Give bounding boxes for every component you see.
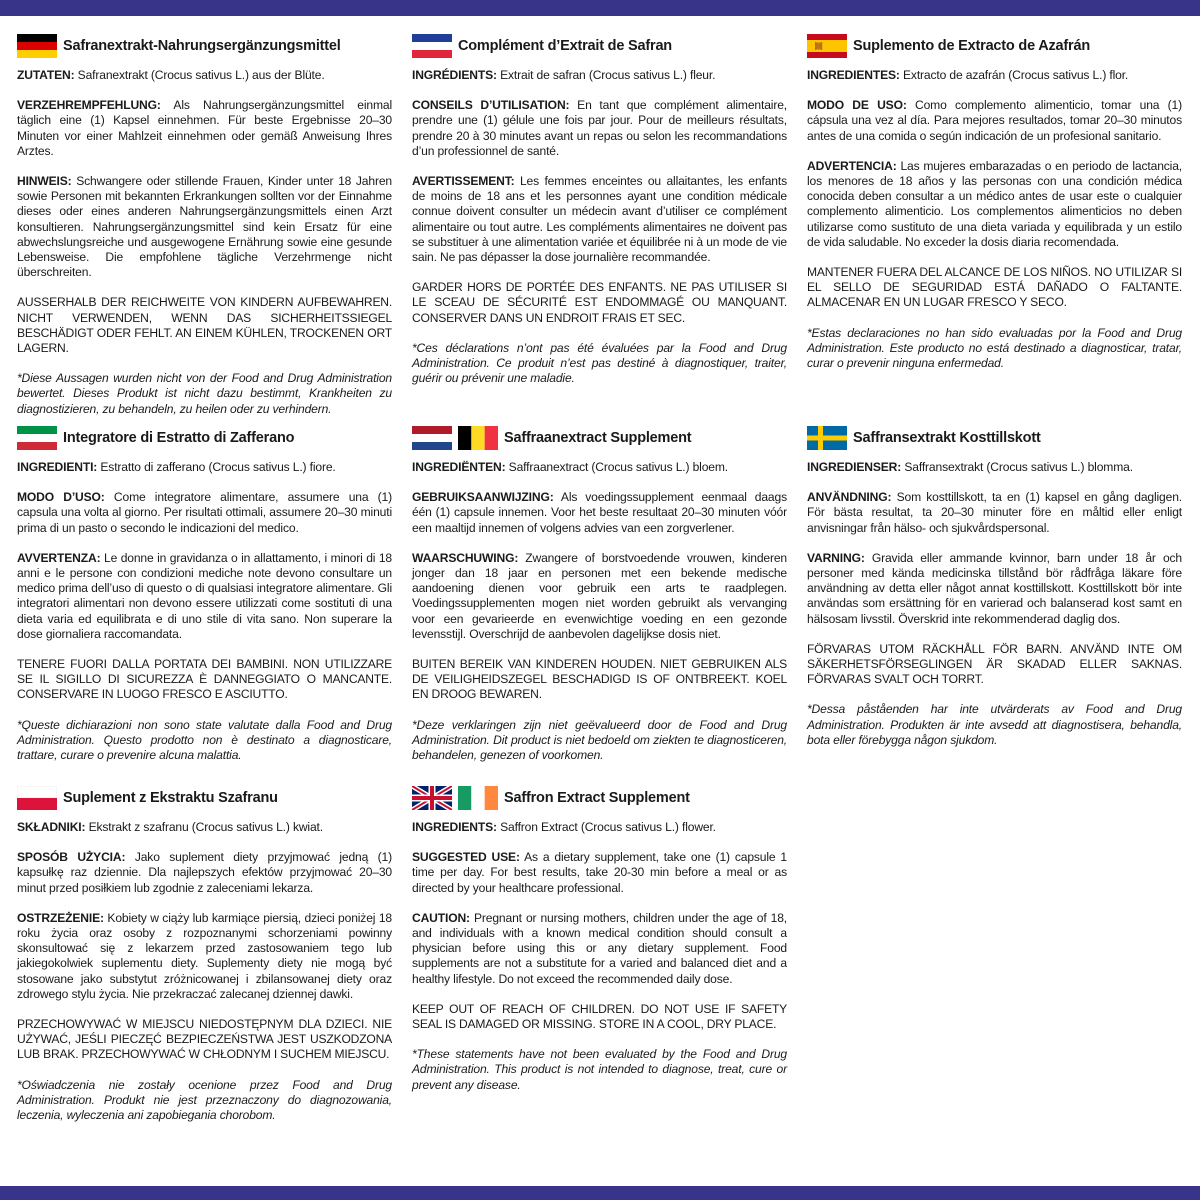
usage-label: CONSEILS D’UTILISATION: xyxy=(412,98,570,113)
ingredients-text xyxy=(807,68,1182,83)
section-title: Suplemento de Extracto de Azafrán xyxy=(853,38,1090,54)
ingredients-text xyxy=(17,820,392,835)
label-grid xyxy=(17,34,1183,1138)
disclaimer-text: *These statements have not been evaluated by the Food and Drug Administration. This product is not intended to diagnose, treat, cure or prevent any disease. xyxy=(412,1047,787,1092)
usage-value: Als Nahrungsergänzungsmittel einmal täglich eine (1) Kapsel einnehmen. Für beste Ergebnisse 20–30 Minuten vor einer Mahlzeit einnehmen oder gemäß Anweisung Ihres Arztes. xyxy=(17,98,392,158)
disclaimer-text: *Queste dichiarazioni non sono state valutate dalla Food and Drug Administration. Questo prodotto non è destinato a diagnosticare, trattare, curare o prevenire alcuna malattia. xyxy=(17,717,392,763)
france-flag-icon xyxy=(412,34,452,58)
warning-text xyxy=(17,174,392,280)
section-heading xyxy=(412,786,787,810)
usage-text xyxy=(807,98,1182,144)
storage-text: MANTENER FUERA DEL ALCANCE DE LOS NIÑOS. NO UTILIZAR SI EL SELLO DE SEGURIDAD ESTÁ DAÑADO O FALTANTE. ALMACENAR EN UN LUGAR FRESCO Y SECO. xyxy=(807,265,1182,310)
warning-text xyxy=(412,174,787,265)
warning-text xyxy=(17,911,392,1002)
disclaimer-text: *Estas declaraciones no han sido evaluadas por la Food and Drug Administration. Este producto no está destinado a diagnosticar, tratar, curar o prevenir ninguna enfermedad. xyxy=(807,325,1182,371)
united-kingdom-flag-icon xyxy=(412,786,452,810)
warning-text xyxy=(807,551,1182,627)
usage-text xyxy=(412,490,787,536)
usage-value: Als voedingssupplement eenmaal daags één (1) capsule innemen. Voor het beste resultaat 20–30 minuten vóór een maaltijd innemen of volgens advies van een zorgverlener. xyxy=(412,490,787,535)
usage-value: As a dietary supplement, take one (1) capsule 1 time per day. For best results, take 20-30 min before a meal or as directed by your healthcare professional. xyxy=(412,850,788,895)
ingredients-text xyxy=(17,68,392,83)
section-heading xyxy=(17,426,392,450)
warning-value: Le donne in gravidanza o in allattamento, i minori di 18 anni e le persone con condizioni mediche note devono consultare un medico prima dell’uso di questo o di qualsiasi integratore alimentare. Gli integratori alimentari non devono essere utilizzati come sostituti di una dieta varia ed equilibrata e di uno stile di vita sano. Non superare la dose giornaliera raccomandata. xyxy=(17,550,392,641)
ingredients-value: Extrait de safran (Crocus sativus L.) fleur. xyxy=(496,68,716,82)
usage-value: Som kosttillskott, ta en (1) kapsel en gång dagligen. För bästa resultat, ta 20–30 minuter före en måltid eller enligt anvisningar från hälso- och sjukvårdspersonal. xyxy=(807,490,1182,535)
ingredients-label: INGRÉDIENTS: xyxy=(412,68,497,82)
usage-label: MODO DE USO: xyxy=(807,98,907,113)
warning-label: WAARSCHUWING: xyxy=(412,550,519,565)
column-2 xyxy=(412,34,787,1138)
warning-text xyxy=(807,159,1182,250)
italy-flag-icon xyxy=(17,426,57,450)
usage-value: En tant que complément alimentaire, prendre une (1) gélule une fois par jour. Pour de meilleurs résultats, prendre 20 à 30 minutes avant un repas ou selon les recommandations d’un professionnel de santé. xyxy=(412,98,787,158)
usage-value: Come integratore alimentare, assumere una (1) capsula una volta al giorno. Per risultati ottimali, assumere 20–30 minuti prima di un pasto o secondo le indicazioni del medico. xyxy=(17,490,392,535)
usage-label: ANVÄNDNING: xyxy=(807,490,892,505)
belgium-flag-icon xyxy=(458,426,498,450)
section-title: Complément d’Extrait de Safran xyxy=(458,38,672,54)
ingredients-text xyxy=(412,820,787,835)
sweden-flag-icon xyxy=(807,426,847,450)
warning-value: Las mujeres embarazadas o en periodo de lactancia, los menores de 18 años y las personas con una condición médica conocida deben consultar a un médico antes de usar este o cualquier complemento alimenticio. Los complementos alimenticios no deben utilizarse como sustituto de una dieta variada y equilibrada y un estilo de vida saludable. No exceder la dosis diaria recomendada. xyxy=(807,158,1182,249)
section-title: Suplement z Ekstraktu Szafranu xyxy=(63,790,278,806)
warning-value: Kobiety w ciąży lub karmiące piersią, dzieci poniżej 18 roku życia oraz osoby z rozpoznanymi schorzeniami powinny skonsultować się z lekarzem przed zastosowaniem tego lub jakiegokolwiek suplementu diety. Suplementy diety nie mogą być stosowane jako substytut zróżnicowanej i zbilansowanej diety oraz zdrowego stylu życia. Nie przekraczać zalecanej dziennej dawki. xyxy=(17,910,392,1001)
column-1 xyxy=(17,34,392,1138)
ingredients-label: INGREDIENSER: xyxy=(807,460,902,474)
disclaimer-text: *Deze verklaringen zijn niet geëvalueerd door de Food and Drug Administration. Dit product is niet bedoeld om ziekten te diagnosticeren, behandelen, genezen of voorkomen. xyxy=(412,717,787,763)
ingredients-text xyxy=(807,460,1182,475)
section-swedish xyxy=(807,426,1182,763)
section-heading xyxy=(17,34,392,58)
disclaimer-text: *Dessa påståenden har inte utvärderats av Food and Drug Administration. Produkten är inte avsedd att diagnostisera, behandla, bota eller förebygga någon sjukdom. xyxy=(807,702,1182,747)
ingredients-value: Estratto di zafferano (Crocus sativus L.) fiore. xyxy=(97,460,336,474)
ingredients-label: SKŁADNIKI: xyxy=(17,820,86,834)
ingredients-text xyxy=(17,460,392,475)
warning-value: Gravida eller ammande kvinnor, barn under 18 år och personer med kända medicinska tillstånd bör rådfråga läkare före användning av detta eller något annat kosttillskott. Kosttillskott bör inte användas som ersättning för en varierad och balanserad kost samt en hälsosam livsstil. Överskrid inte rekommenderad daglig dos. xyxy=(807,550,1182,626)
warning-label: ADVERTENCIA: xyxy=(807,158,897,173)
section-polish xyxy=(17,786,392,1138)
ingredients-value: Saffransextrakt (Crocus sativus L.) blomma. xyxy=(901,460,1133,474)
ingredients-label: INGREDIËNTEN: xyxy=(412,460,506,474)
warning-value: Zwangere of borstvoedende vrouwen, kinderen jonger dan 18 jaar en personen met een bekende medische aandoening dienen voor gebruik een arts te raadplegen. Voedingssupplementen mogen niet worden gebruikt als vervanging voor een gevarieerde en evenwichtige voeding en een gezonde levensstijl. Overschrijd de aanbevolen dagelijkse dosis niet. xyxy=(412,550,787,641)
warning-text xyxy=(412,911,787,987)
warning-label: AVVERTENZA: xyxy=(17,550,101,565)
storage-text: FÖRVARAS UTOM RÄCKHÅLL FÖR BARN. ANVÄND INTE OM SÄKERHETSFÖRSEGLINGEN ÄR SKADAD ELLER SAKNAS. FÖRVARAS SVALT OCH TORRT. xyxy=(807,641,1182,687)
ingredients-label: INGREDIENTI: xyxy=(17,460,98,474)
disclaimer-text: *Oświadczenia nie zostały ocenione przez Food and Drug Administration. Produkt nie jest przeznaczony do diagnozowania, leczenia, wyleczenia ani zapobiegania chorobom. xyxy=(17,1077,392,1123)
usage-text xyxy=(17,98,392,159)
warning-label: HINWEIS: xyxy=(17,174,72,189)
section-french xyxy=(412,34,787,426)
usage-value: Como complemento alimenticio, tomar una (1) cápsula una vez al día. Para mejores resultados, tomar 20–30 minutos antes de una comida o según indicación de un profesional sanitario. xyxy=(807,98,1182,143)
ingredients-value: Extracto de azafrán (Crocus sativus L.) flor. xyxy=(899,68,1129,82)
section-title: Safranextrakt-Nahrungsergänzungsmittel xyxy=(63,38,341,54)
section-title: Saffransextrakt Kosttillskott xyxy=(853,430,1041,446)
section-german xyxy=(17,34,392,426)
warning-text xyxy=(412,551,787,642)
warning-value: Schwangere oder stillende Frauen, Kinder unter 18 Jahren sowie Personen mit bekannten Erkrankungen sollten vor der Einnahme dieses oder eines anderen Nahrungsergänzungsmittels einen Arzt konsultieren. Nahrungsergänzungsmittel sind kein Ersatz für eine abwechslungsreiche und ausgewogene Ernährung sowie eine gesunde Lebensweise. Die empfohlene tägliche Verzehrmenge nicht überschreiten. xyxy=(17,174,392,280)
storage-text: BUITEN BEREIK VAN KINDEREN HOUDEN. NIET GEBRUIKEN ALS DE VEILIGHEIDSZEGEL BESCHADIGD IS OF ONTBREEKT. KOEL EN DROOG BEWAREN. xyxy=(412,657,787,702)
usage-label: SUGGESTED USE: xyxy=(412,850,520,865)
usage-text xyxy=(17,490,392,536)
storage-text: KEEP OUT OF REACH OF CHILDREN. DO NOT USE IF SAFETY SEAL IS DAMAGED OR MISSING. STORE IN A COOL, DRY PLACE. xyxy=(412,1001,787,1032)
section-italian xyxy=(17,426,392,786)
ingredients-value: Safranextrakt (Crocus sativus L.) aus der Blüte. xyxy=(74,68,325,82)
disclaimer-text: *Diese Aussagen wurden nicht von der Food and Drug Administration bewertet. Dieses Produkt ist nicht dazu bestimmt, Krankheiten zu diagnostizieren, zu behandeln, zu heilen oder zu verhindern. xyxy=(17,371,392,416)
warning-label: AVERTISSEMENT: xyxy=(412,174,515,189)
warning-value: Pregnant or nursing mothers, children under the age of 18, and individuals with a known medical condition should consult a physician before using this or any dietary supplement. Food supplements are not a substitute for a varied and balanced diet and a healthy lifestyle. Do not exceed the recommended daily dose. xyxy=(412,910,787,986)
storage-text: AUSSERHALB DER REICHWEITE VON KINDERN AUFBEWAHREN. NICHT VERWENDEN, WENN DAS SICHERHEITSSIEGEL BESCHÄDIGT ODER FEHLT. AN EINEM KÜHLEN, TROCKENEN ORT LAGERN. xyxy=(17,295,392,356)
ingredients-label: ZUTATEN: xyxy=(17,68,75,82)
warning-label: CAUTION: xyxy=(412,910,470,925)
usage-text xyxy=(412,850,787,896)
ingredients-label: INGREDIENTES: xyxy=(807,68,900,82)
ingredients-text xyxy=(412,460,787,475)
top-border-bar xyxy=(0,0,1200,16)
section-heading xyxy=(807,426,1182,450)
usage-text xyxy=(807,490,1182,536)
column-3 xyxy=(807,34,1182,1138)
storage-text: GARDER HORS DE PORTÉE DES ENFANTS. NE PAS UTILISER SI LE SCEAU DE SÉCURITÉ EST ENDOMMAGÉ OU MANQUANT. CONSERVER DANS UN ENDROIT FRAIS ET SEC. xyxy=(412,280,787,325)
ingredients-value: Ekstrakt z szafranu (Crocus sativus L.) kwiat. xyxy=(85,820,323,834)
ingredients-label: INGREDIENTS: xyxy=(412,820,497,834)
ingredients-text xyxy=(412,68,787,83)
warning-value: Les femmes enceintes ou allaitantes, les enfants de moins de 18 ans et les personnes ayant une condition médicale connue doivent consulter un médecin avant d’utiliser ce complément alimentaire ou tout autre. Les compléments alimentaires ne doivent pas se substituer à une alimentation variée et équilibrée ni à un mode de vie sain. Ne pas dépasser la dose journalière recommandée. xyxy=(412,174,787,265)
usage-label: MODO D’USO: xyxy=(17,490,105,505)
warning-label: VARNING: xyxy=(807,550,865,565)
usage-label: VERZEHREMPFEHLUNG: xyxy=(17,98,161,113)
storage-text: TENERE FUORI DALLA PORTATA DEI BAMBINI. NON UTILIZZARE SE IL SIGILLO DI SICUREZZA È DANNEGGIATO O MANCANTE. CONSERVARE IN LUOGO FRESCO E ASCIUTTO. xyxy=(17,657,392,702)
ireland-flag-icon xyxy=(458,786,498,810)
bottom-border-bar xyxy=(0,1186,1200,1200)
ingredients-value: Saffron Extract (Crocus sativus L.) flower. xyxy=(496,820,716,834)
poland-flag-icon xyxy=(17,786,57,810)
usage-text xyxy=(412,98,787,159)
disclaimer-text: *Ces déclarations n’ont pas été évaluées par la Food and Drug Administration. Ce produit n’est pas destiné à diagnostiquer, traiter, guérir ou prévenir une maladie. xyxy=(412,340,787,386)
usage-value: Jako suplement diety przyjmować jedną (1) kapsułkę raz dziennie. Dla najlepszych efektów przyjmować 20–30 minut przed posiłkiem lub zgodnie z zaleceniami lekarza. xyxy=(17,850,392,895)
spain-flag-icon xyxy=(807,34,847,58)
usage-label: SPOSÓB UŻYCIA: xyxy=(17,850,126,865)
section-title: Saffraanextract Supplement xyxy=(504,430,692,446)
germany-flag-icon xyxy=(17,34,57,58)
storage-text: PRZECHOWYWAĆ W MIEJSCU NIEDOSTĘPNYM DLA DZIECI. NIE UŻYWAĆ, JEŚLI PIECZĘĆ BEZPIECZEŃSTWA JEST USZKODZONA LUB BRAK. PRZECHOWYWAĆ W CHŁODNYM I SUCHEM MIEJSCU. xyxy=(17,1017,392,1062)
usage-label: GEBRUIKSAANWIJZING: xyxy=(412,490,554,505)
section-heading xyxy=(412,34,787,58)
warning-text xyxy=(17,551,392,642)
section-title: Saffron Extract Supplement xyxy=(504,790,690,806)
section-dutch xyxy=(412,426,787,786)
ingredients-value: Saffraanextract (Crocus sativus L.) bloem. xyxy=(505,460,728,474)
section-heading xyxy=(412,426,787,450)
section-heading xyxy=(17,786,392,810)
usage-text xyxy=(17,850,392,896)
section-english xyxy=(412,786,787,1108)
netherlands-flag-icon xyxy=(412,426,452,450)
section-heading xyxy=(807,34,1182,58)
section-title: Integratore di Estratto di Zafferano xyxy=(63,430,295,446)
warning-label: OSTRZEŻENIE: xyxy=(17,910,104,925)
section-spanish xyxy=(807,34,1182,426)
